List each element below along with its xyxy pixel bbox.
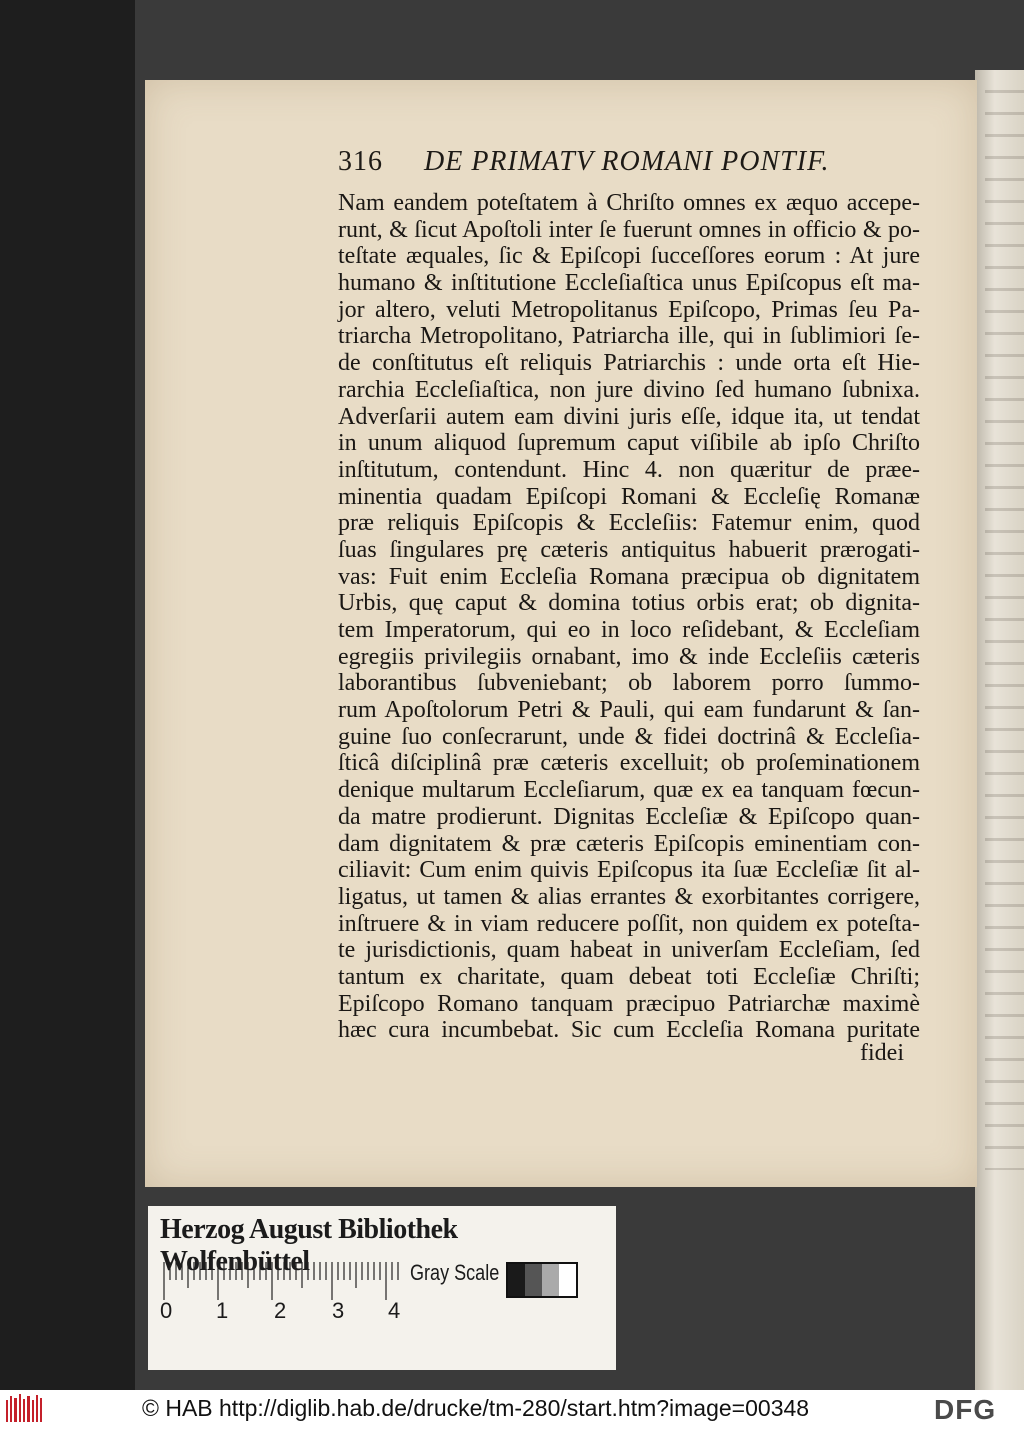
body-text xyxy=(338,190,920,1044)
text-line: ligatus, ut tamen & alias errantes & exorbitantes corrigere, xyxy=(338,883,920,910)
text-line: triarcha Metropolitano, Patriarcha ille, qui in ſublimiori ſe- xyxy=(338,323,920,350)
text-line: denique multarum Eccleſiarum, quæ ex ea tanquam fœcun- xyxy=(338,777,920,804)
library-label-card xyxy=(148,1206,616,1370)
catchword: fidei xyxy=(860,1040,904,1066)
text-line: inſtruere & in viam reducere poſſit, non quidem ex poteſta- xyxy=(338,910,920,937)
text-line: tem Imperatorum, qui eo in loco reſidebant, & Eccleſiam xyxy=(338,617,920,643)
swatch-light-gray xyxy=(542,1264,559,1296)
text-line: inſtitutum, contendunt. Hinc 4. non quæritur de præe- xyxy=(338,456,920,483)
library-name: Herzog August Bibliothek Wolfenbüttel xyxy=(160,1214,458,1277)
text-line: ſticâ diſciplinâ præ cæteris excelluit; ob proſeminationem xyxy=(338,750,920,777)
text-line: Nam eandem poteſtatem à Chriſto omnes ex æquo accepe- xyxy=(338,190,920,216)
page-header xyxy=(338,146,898,182)
text-line: te jurisdictionis, quam habeat in univerſam Eccleſiam, ſed xyxy=(338,937,920,964)
ruler-number: 1 xyxy=(216,1298,229,1323)
text-line: egregiis privilegiis ornabant, imo & inde Eccleſiis cæteris xyxy=(338,643,920,670)
ruler-number: 2 xyxy=(274,1298,287,1323)
text-line: runt, & ſicut Apoſtoli inter ſe fuerunt omnes in officio & po- xyxy=(338,216,920,243)
ruler-number: 0 xyxy=(160,1298,173,1323)
text-line: teſtate æquales, ſic & Epiſcopi ſucceſſores eorum : At jure xyxy=(338,243,920,270)
footer-url-text: © HAB http://diglib.hab.de/drucke/tm-280/start.htm?image=00348 xyxy=(142,1395,810,1421)
text-line: Urbis, quę caput & domina totius orbis erat; ob dignita- xyxy=(338,590,920,617)
footer-bar xyxy=(0,1390,1024,1429)
dfg-logo: DFG xyxy=(934,1394,997,1425)
text-line: humano & inſtitutione Eccleſiaſtica unus Epiſcopus eſt ma- xyxy=(338,270,920,297)
text-line: Epiſcopo Romano tanquam præcipuo Patriarchæ maximè xyxy=(338,990,920,1017)
text-line: ciliavit: Cum enim quivis Epiſcopus ita ſuæ Eccleſiæ ſit al- xyxy=(338,857,920,884)
ruler-number: 4 xyxy=(388,1298,401,1323)
swatch-black xyxy=(508,1264,525,1296)
text-line: minentia quadam Epiſcopi Romani & Eccleſię Romanæ xyxy=(338,483,920,510)
gray-scale-swatches xyxy=(506,1262,578,1298)
swatch-dark-gray xyxy=(525,1264,542,1296)
text-line: da matre prodierunt. Dignitas Eccleſiæ & Epiſcopo quan- xyxy=(338,803,920,830)
ruler-numbers xyxy=(160,1298,420,1328)
text-line: in unum aliquod ſupremum caput viſibile ab ipſo Chriſto xyxy=(338,430,920,457)
page-number: 316 xyxy=(338,146,383,177)
hab-barcode-icon xyxy=(6,1394,42,1424)
gray-scale-label: Gray Scale xyxy=(410,1260,500,1285)
swatch-white xyxy=(559,1264,576,1296)
text-line: laborantibus ſubveniebant; ob laborem porro ſummo- xyxy=(338,670,920,697)
scan-left-shadow xyxy=(0,0,135,1390)
text-line: rum Apoſtolorum Petri & Pauli, qui eam fundarunt & ſan- xyxy=(338,697,920,724)
facing-page-text-shadow xyxy=(985,90,1024,1170)
text-line: guine ſuo conſecrarunt, unde & fidei doctrinâ & Eccleſia- xyxy=(338,723,920,750)
text-line: hæc cura incumbebat. Sic cum Eccleſia Romana puritate xyxy=(338,1017,920,1044)
text-line: dam dignitatem & præ cæteris Epiſcopis eminentiam con- xyxy=(338,830,920,857)
text-line: tantum ex charitate, quam debeat toti Eccleſiæ Chriſti; xyxy=(338,963,920,990)
text-line: ſuas ſingulares prę cæteris antiquitus habuerit prærogati- xyxy=(338,536,920,563)
ruler-ticks xyxy=(162,1260,402,1302)
running-title: DE PRIMATV ROMANI PONTIF. xyxy=(424,146,830,177)
text-line: vas: Fuit enim Eccleſia Romana præcipua ob dignitatem xyxy=(338,563,920,590)
ruler-number: 3 xyxy=(332,1298,345,1323)
text-line: Adverſarii autem eam divini juris eſſe, idque ita, ut tendat xyxy=(338,403,920,430)
text-line: rarchia Eccleſiaſtica, non jure divino ſed humano ſubnixa. xyxy=(338,376,920,403)
text-line: jor altero, veluti Metropolitanus Epiſcopo, Primas ſeu Pa- xyxy=(338,296,920,323)
text-line: de conſtitutus eſt reliquis Patriarchis : unde orta eſt Hie- xyxy=(338,350,920,377)
text-line: præ reliquis Epiſcopis & Eccleſiis: Fatemur enim, quod xyxy=(338,510,920,537)
